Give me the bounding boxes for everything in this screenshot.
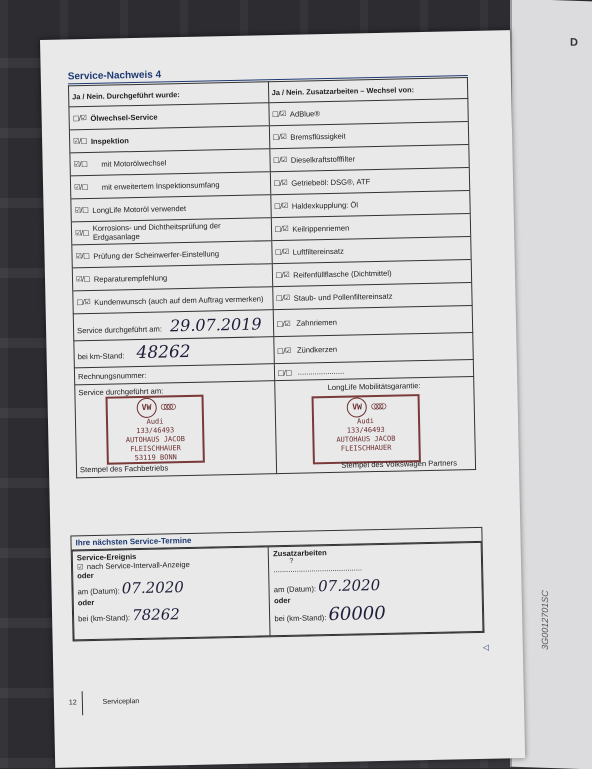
item-label: Staub- und Pollenfiltereinsatz [293, 291, 393, 303]
stamp-line1: AUTOHAUS JACOB [336, 434, 396, 444]
oder-label: oder [77, 570, 94, 581]
next-service-table [72, 542, 484, 641]
checkbox-pair: ☑/□ [73, 160, 88, 169]
footer-label: Serviceplan [102, 698, 140, 706]
checkbox-pair: ☑/□ [75, 275, 90, 284]
checkbox-pair: □/☑ [276, 346, 291, 355]
item-label: Luftfiltereinsatz [292, 246, 344, 257]
item-label: Dieselkraftstofffilter [290, 153, 356, 165]
km-label: bei km-Stand: [77, 351, 125, 362]
next-km-label: bei (km-Stand): [78, 613, 131, 624]
stamp-phone: 133/46493 [346, 425, 385, 435]
checkbox-pair: □/☑ [275, 293, 290, 303]
left-checklist [69, 103, 273, 314]
partner-stamp [311, 394, 420, 464]
side-code: 3G0012701SC [540, 590, 550, 650]
item-label: LongLife Motoröl verwendet [92, 203, 187, 215]
checkbox-checked: ☑ [76, 563, 83, 572]
next-km-value: 78262 [131, 605, 181, 625]
item-label: Korrosions- und Dichtheitsprüfung der Erdgasanlage [92, 221, 221, 242]
checkbox-pair: ☑/□ [75, 252, 90, 261]
checkbox-pair: ☑/□ [74, 229, 89, 238]
km-cell [74, 337, 274, 368]
vw-logo-icon: VW [136, 398, 156, 418]
workshop-stamp-cell [75, 381, 276, 478]
interval-label: nach Service-Intervall-Anzeige [86, 559, 190, 572]
item-label: mit Motorölwechsel [101, 157, 167, 169]
stamp-bottom-label: Stempel des Fachbetriebs [79, 463, 169, 475]
item-label: Zahnriemen [296, 317, 337, 328]
service-date-cell [73, 310, 273, 341]
audi-rings-icon: ○○○○ [160, 401, 173, 413]
right-date-label: am (Datum): [273, 584, 317, 595]
checkbox-pair: ☑/□ [73, 137, 87, 146]
checkbox-pair: □/☑ [76, 298, 91, 307]
partner-stamp-bottom-label: Stempel des Volkswagen Partners [341, 458, 458, 470]
checkbox-pair: □/☑ [274, 224, 289, 234]
left-header: Ja / Nein. Durchgeführt wurde: [68, 82, 268, 107]
stamp-top-label: Service durchgeführt am: [78, 386, 164, 398]
question-mark: ? [289, 557, 294, 565]
item-label: Ölwechsel-Service [90, 112, 158, 123]
service-booklet-page [40, 30, 525, 768]
right-row-zuendkerzen [273, 333, 473, 364]
partner-stamp-cell [274, 376, 475, 473]
item-label: Kundenwunsch (auch auf dem Auftrag vermerken) [94, 293, 264, 307]
stamp-line3: 53119 BONN [134, 453, 177, 463]
blank-line: .......................................... [273, 563, 363, 575]
next-date-label: am (Datum): [77, 586, 120, 597]
section-title: Service-Nachweis 4 [67, 69, 162, 83]
service-date-label: Service durchgeführt am: [76, 324, 163, 335]
stamp-phone: 133/46493 [136, 426, 175, 436]
item-label: Reifenfüllflasche (Dichtmittel) [293, 268, 392, 280]
service-event-header: Service-Ereignis [76, 552, 137, 563]
additional-work-cell [268, 542, 483, 635]
oder-label: oder [77, 597, 95, 608]
invoice-label: Rechnungsnummer: [77, 370, 147, 381]
checkbox-pair: □/☑ [273, 201, 288, 211]
additional-work-header: Zusatzarbeiten [273, 548, 327, 559]
item-label: AdBlue® [289, 108, 321, 119]
checkbox-pair: □/☑ [72, 114, 87, 123]
item-label: Inspektion [90, 135, 129, 146]
vw-logo-icon: VW [347, 397, 367, 417]
right-km-label: bei (km-Stand): [274, 613, 327, 624]
right-date-value: 07.2020 [317, 575, 381, 596]
checkbox-pair: □/☑ [274, 247, 289, 257]
next-service-title: Ihre nächsten Service-Termine [71, 528, 481, 551]
right-km-value: 60000 [328, 602, 386, 626]
item-label: Zündkerzen [296, 344, 338, 355]
corner-letter: D [570, 36, 578, 49]
checkbox-pair: □/☑ [276, 319, 291, 328]
checkbox-pair: □/□ [277, 368, 292, 377]
audi-rings-icon: ○○○○ [371, 400, 384, 413]
km-value: 48262 [136, 341, 191, 364]
service-event-cell [72, 547, 270, 640]
checkbox-pair: □/☑ [273, 178, 288, 188]
stamp-brand: Audi [146, 417, 164, 426]
checkbox-pair: □/☑ [275, 270, 290, 280]
oder-label: oder [274, 595, 291, 606]
page-footer [69, 698, 139, 706]
checkbox-pair: □/☑ [272, 155, 287, 165]
workshop-stamp [105, 395, 204, 465]
stamp-line2: FLEISCHHAUER [340, 443, 392, 453]
stamp-brand: Audi [357, 417, 375, 426]
item-label: Prüfung der Scheinwerfer-Einstellung [93, 248, 220, 261]
item-label: Keilrippenriemen [292, 223, 350, 234]
item-label: Getriebeöl: DSG®, ATF [291, 176, 371, 188]
checkbox-pair: □/☑ [272, 109, 286, 119]
right-checklist [268, 99, 472, 310]
next-date-value: 07.2020 [121, 578, 185, 598]
item-label: mit erweitertem Inspektionsumfang [101, 179, 220, 192]
triangle-icon: ◁ [482, 642, 490, 652]
item-label: Haldexkupplung: Öl [291, 199, 359, 211]
item-label: Bremsflüssigkeit [290, 131, 346, 142]
checkbox-pair: ☑/□ [74, 183, 88, 192]
item-label: Reparaturempfehlung [93, 272, 168, 284]
item-label: ...................... [297, 366, 345, 377]
right-row-zahnriemen [273, 306, 473, 337]
stamp-line2: FLEISCHHAUER [130, 444, 181, 454]
longlife-label: LongLife Mobilitätsgarantie: [327, 381, 421, 393]
service-date-value: 29.07.2019 [169, 313, 262, 335]
checkbox-pair: ☑/□ [74, 206, 89, 215]
service-table [68, 77, 476, 478]
next-service-box [70, 527, 484, 642]
stamp-line1: AUTOHAUS JACOB [125, 435, 185, 445]
page-number: 12 [68, 699, 77, 707]
checkbox-pair: □/☑ [272, 132, 287, 142]
right-header: Ja / Nein. Zusatzarbeiten – Wechsel von: [268, 78, 468, 103]
